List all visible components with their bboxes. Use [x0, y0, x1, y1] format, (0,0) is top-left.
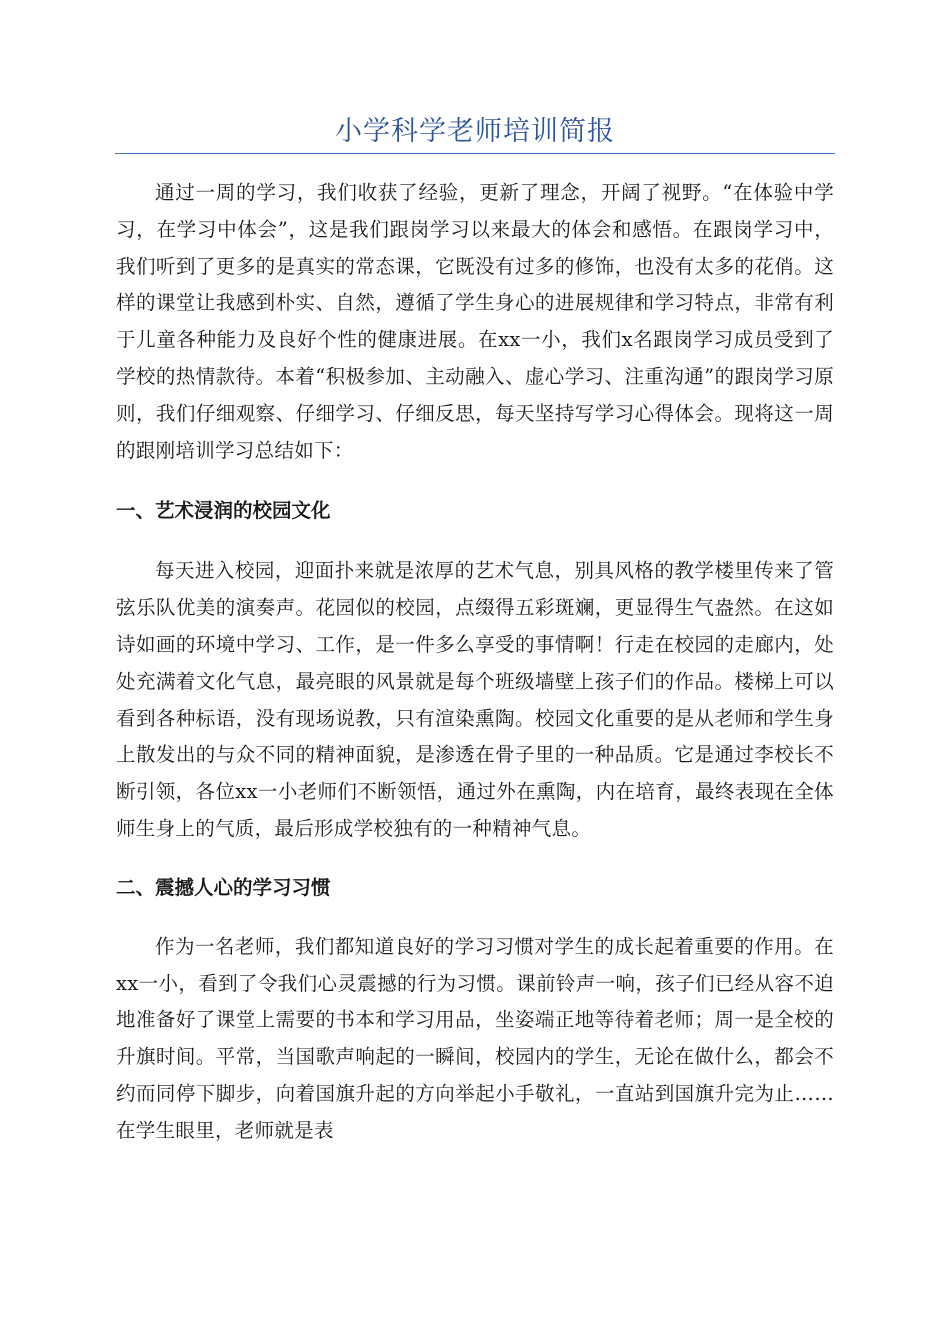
section-2-paragraph: 作为一名老师，我们都知道良好的学习习惯对学生的成长起着重要的作用。在xx一小，看到了令我们心灵震撼的行为习惯。课前铃声一响，孩子们已经从容不迫地准备好了课堂上需要的书本和学习用品，坐姿端正地等待着老师；周一是全校的升旗时间。平常，当国歌声响起的一瞬间，校园内的学生，无论在做什么，都会不约而同停下脚步，向着国旗升起的方向举起小手敬礼，一直站到国旗升完为止……在学生眼里，老师就是表 — [116, 934, 834, 1142]
document-title: 小学科学老师培训简报 — [335, 116, 615, 147]
document-body — [116, 175, 834, 1150]
section-heading-1: 一、艺术浸润的校园文化 — [116, 499, 331, 523]
title-underline — [115, 153, 835, 154]
intro-paragraph: 通过一周的学习，我们收获了经验，更新了理念，开阔了视野。“在体验中学习，在学习中体会”，这是我们跟岗学习以来最大的体会和感悟。在跟岗学习中，我们听到了更多的是真实的常态课，它既没有过多的修饰，也没有太多的花俏。这样的课堂让我感到朴实、自然，遵循了学生身心的进展规律和学习特点，非常有利于儿童各种能力及良好个性的健康进展。在xx一小，我们x名跟岗学习成员受到了学校的热情款待。本着“积极参加、主动融入、虚心学习、注重沟通”的跟岗学习原则，我们仔细观察、仔细学习、仔细反思，每天坚持写学习心得体会。现将这一周的跟刚培训学习总结如下： — [116, 181, 834, 462]
section-1-paragraph: 每天进入校园，迎面扑来就是浓厚的艺术气息，别具风格的教学楼里传来了管弦乐队优美的演奏声。花园似的校园，点缀得五彩斑斓，更显得生气盎然。在这如诗如画的环境中学习、工作，是一件多么享受的事情啊！行走在校园的走廊内，处处充满着文化气息，最亮眼的风景就是每个班级墙壁上孩子们的作品。楼梯上可以看到各种标语，没有现场说教，只有渲染熏陶。校园文化重要的是从老师和学生身上散发出的与众不同的精神面貌，是渗透在骨子里的一种品质。它是通过李校长不断引领，各位xx一小老师们不断领悟，通过外在熏陶，内在培育，最终表现在全体师生身上的气质，最后形成学校独有的一种精神气息。 — [116, 559, 834, 840]
section-heading-2: 二、震撼人心的学习习惯 — [116, 875, 331, 899]
